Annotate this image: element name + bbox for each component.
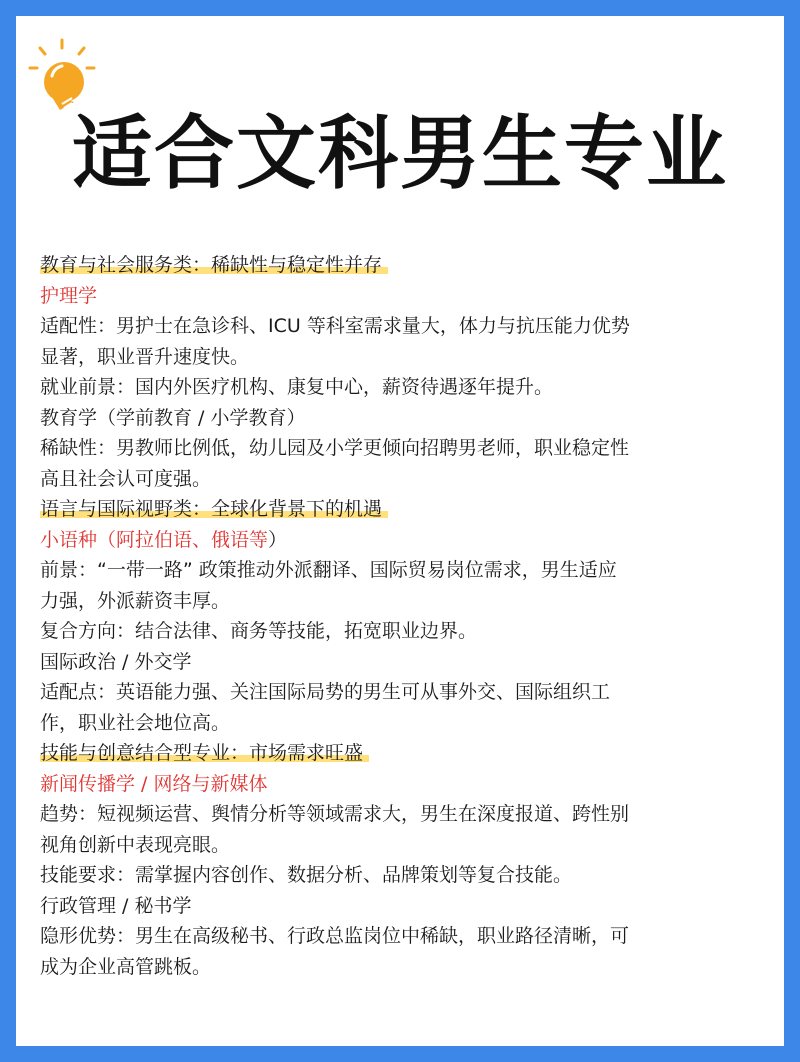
body-line: 趋势：短视频运营、舆情分析等领域需求大，男生在深度报道、跨性别 (40, 803, 630, 825)
section-heading: 语言与国际视野类：全球化背景下的机遇 (40, 494, 760, 525)
major-title: 国际政治 / 外交学 (40, 650, 192, 673)
body-line: 稀缺性：男教师比例低，幼儿园及小学更倾向招聘男老师，职业稳定性 (40, 437, 630, 459)
body-line: 技能要求：需掌握内容创作、数据分析、品牌策划等复合技能。 (40, 864, 573, 886)
content-card (16, 16, 784, 1046)
lightbulb-icon (26, 36, 98, 116)
body-line: 适配性：男护士在急诊科、ICU 等科室需求量大，体力与抗压能力优势 (40, 315, 630, 337)
body-line: 适配点：英语能力强、关注国际局势的男生可从事外交、国际组织工 (40, 681, 611, 703)
body-line: 作，职业社会地位高。 (40, 711, 231, 734)
section-heading: 技能与创意结合型专业：市场需求旺盛 (40, 738, 760, 769)
body-line: 前景：“一带一路” 政策推动外派翻译、国际贸易岗位需求，男生适应 (40, 559, 617, 581)
page-title: 适合文科男生专业 (72, 107, 728, 200)
body-line: 力强，外派薪资丰厚。 (40, 589, 231, 612)
major-title: 教育学（学前教育 / 小学教育） (40, 406, 306, 429)
body-line: 成为企业高管跳板。 (40, 955, 212, 978)
body-line: 视角创新中表现亮眼。 (40, 833, 231, 856)
body-line: 隐形优势：男生在高级秘书、行政总监岗位中稀缺，职业路径清晰，可 (40, 925, 630, 947)
section-heading: 教育与社会服务类：稀缺性与稳定性并存 (40, 250, 760, 281)
body-line: 显著，职业晋升速度快。 (40, 345, 250, 368)
body-line: 高且社会认可度强。 (40, 467, 212, 490)
article-body (40, 250, 760, 982)
major-title: 新闻传播学 / 网络与新媒体 (40, 772, 268, 795)
body-line: 复合方向：结合法律、商务等技能，拓宽职业边界。 (40, 620, 478, 642)
major-title: 行政管理 / 秘书学 (40, 894, 192, 917)
body-line: 就业前景：国内外医疗机构、康复中心，薪资待遇逐年提升。 (40, 376, 554, 398)
major-title: 小语种（阿拉伯语、俄语等） (40, 528, 288, 551)
major-title: 护理学 (40, 284, 98, 307)
